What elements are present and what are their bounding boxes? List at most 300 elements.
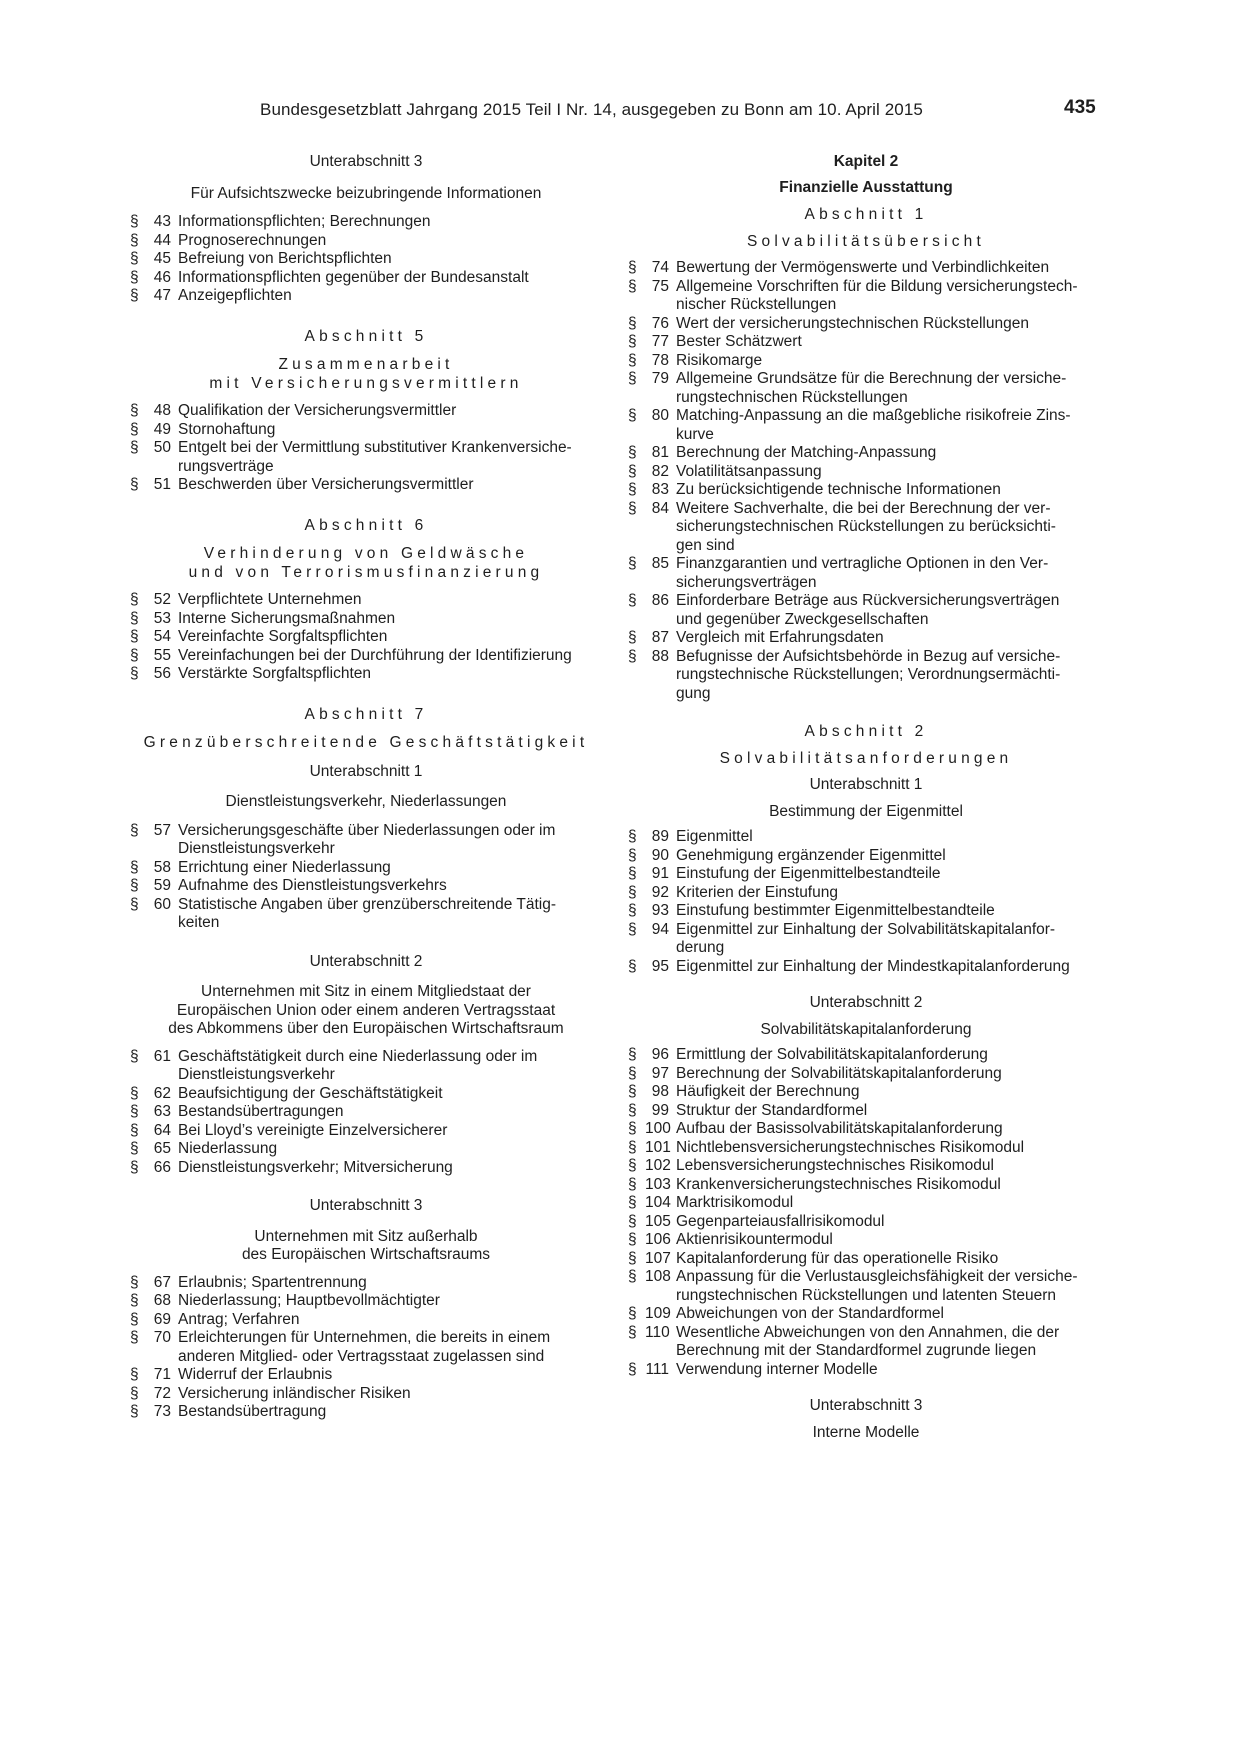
section-number: 107 xyxy=(645,1249,671,1267)
section-title: Widerruf der Erlaubnis xyxy=(178,1366,333,1383)
section-sign: § xyxy=(130,1403,139,1420)
heading-abschnitt: Abschnitt 6 xyxy=(304,516,428,534)
toc-entry xyxy=(628,1083,1104,1102)
toc-entry xyxy=(628,648,1104,704)
toc-entry xyxy=(130,1085,602,1104)
section-title: Risikomarge xyxy=(676,351,763,369)
section-sign: § xyxy=(628,1138,637,1156)
section-title: Vereinfachungen bei der Durchführung der Identifizierung xyxy=(178,646,572,664)
toc-entry xyxy=(130,1103,602,1122)
section-sign: § xyxy=(628,592,637,609)
section-number: 109 xyxy=(645,1305,671,1322)
section-list xyxy=(130,1274,602,1422)
section-number: 82 xyxy=(651,462,669,480)
toc-entry xyxy=(628,1157,1104,1176)
section-sign: § xyxy=(130,1103,139,1120)
section-number: 96 xyxy=(651,1046,669,1063)
section-number: 99 xyxy=(651,1101,669,1119)
toc-entry xyxy=(130,1311,602,1330)
section-title: Matching-Anpassung an die maßgebliche risikofreie Zins- kurve xyxy=(676,407,1071,443)
section-title: Befugnisse der Aufsichtsbehörde in Bezug auf versiche- rungstechnische Rückstellungen; Verordnungsermächti- gung xyxy=(676,647,1061,702)
section-title: Anpassung für die Verlustausgleichsfähigkeit der versiche- rungstechnischen Rückstellungen und latenten Steuern xyxy=(676,1268,1078,1304)
toc-entry xyxy=(628,828,1104,847)
section-title: Lebensversicherungstechnisches Risikomodul xyxy=(676,1157,994,1174)
section-title: Bei Lloyd’s vereinigte Einzelversicherer xyxy=(178,1121,448,1139)
section-title: Errichtung einer Niederlassung xyxy=(178,858,391,876)
section-title: Erleichterungen für Unternehmen, die bereits in einem anderen Mitglied- oder Vertragsstaat zugelassen sind xyxy=(178,1329,551,1365)
section-number: 55 xyxy=(153,646,171,664)
section-sign: § xyxy=(628,1268,637,1285)
section-title: Einforderbare Beträge aus Rückversicherungsverträgen und gegenüber Zweckgesellschaften xyxy=(676,592,1060,628)
heading-abschnitt: Abschnitt 2 xyxy=(804,723,928,740)
section-number: 44 xyxy=(153,231,171,249)
section-number: 89 xyxy=(651,828,669,845)
section-sign: § xyxy=(628,444,637,461)
section-number: 51 xyxy=(153,476,171,493)
left-column xyxy=(130,153,602,1422)
section-sign: § xyxy=(130,439,139,456)
section-sign: § xyxy=(130,646,139,664)
toc-entry xyxy=(628,1305,1104,1324)
section-sign: § xyxy=(628,277,637,295)
toc-entry xyxy=(130,269,602,288)
toc-entry xyxy=(628,481,1104,500)
section-title: Bestandsübertragung xyxy=(178,1403,327,1420)
section-title: Interne Sicherungsmaßnahmen xyxy=(178,609,396,627)
section-list xyxy=(130,213,602,306)
toc-entry xyxy=(130,1140,602,1159)
section-title: Eigenmittel xyxy=(676,828,753,845)
toc-entry xyxy=(130,250,602,269)
heading-unterabschnitt: Unterabschnitt 3 xyxy=(309,153,423,170)
heading-abschnitt: Abschnitt 1 xyxy=(804,206,928,223)
toc-entry xyxy=(628,865,1104,884)
section-sign: § xyxy=(130,1047,139,1065)
heading-unterabschnitt: Unterabschnitt 1 xyxy=(809,776,923,793)
heading-title: Dienstleistungsverkehr, Niederlassungen xyxy=(225,793,507,810)
section-title: Aufbau der Basissolvabilitätskapitalanforderung xyxy=(676,1120,1003,1137)
heading-title: Grenzüberschreitende Geschäftstätigkeit xyxy=(143,734,589,751)
section-number: 86 xyxy=(651,592,669,609)
section-title: Weitere Sachverhalte, die bei der Berechnung der ver- sicherungstechnischen Rückstellungen zu berücksichti- gen sind xyxy=(676,499,1056,554)
toc-entry xyxy=(628,370,1104,407)
section-sign: § xyxy=(130,858,139,876)
section-number: 45 xyxy=(153,250,171,267)
page-header xyxy=(0,97,1241,124)
heading-unterabschnitt: Unterabschnitt 2 xyxy=(309,952,423,970)
section-sign: § xyxy=(130,609,139,627)
section-sign: § xyxy=(628,828,637,845)
section-number: 57 xyxy=(153,821,171,839)
section-title: Aufnahme des Dienstleistungsverkehrs xyxy=(178,877,447,894)
section-number: 97 xyxy=(651,1064,669,1082)
section-sign: § xyxy=(628,1064,637,1082)
section-number: 78 xyxy=(651,351,669,369)
heading-title: Solvabilitätskapitalanforderung xyxy=(760,1020,972,1038)
section-number: 56 xyxy=(153,665,171,682)
section-number: 63 xyxy=(153,1103,171,1120)
heading-unterabschnitt: Unterabschnitt 2 xyxy=(809,994,923,1011)
section-title: Zu berücksichtigende technische Informationen xyxy=(676,481,1001,498)
section-title: Eigenmittel zur Einhaltung der Mindestkapitalanforderung xyxy=(676,957,1070,975)
section-list xyxy=(130,402,602,495)
section-sign: § xyxy=(130,877,139,894)
section-title: Entgelt bei der Vermittlung substitutiver Krankenversiche- rungsverträge xyxy=(178,439,572,475)
toc-entry xyxy=(130,232,602,251)
section-title: Gegenparteiausfallrisikomodul xyxy=(676,1212,885,1230)
section-title: Informationspflichten gegenüber der Bundesanstalt xyxy=(178,268,529,286)
toc-entry xyxy=(628,1065,1104,1084)
section-sign: § xyxy=(628,370,637,387)
section-number: 71 xyxy=(153,1366,171,1383)
toc-entry xyxy=(130,665,602,684)
section-sign: § xyxy=(628,1046,637,1063)
toc-entry xyxy=(628,847,1104,866)
heading-title: Für Aufsichtszwecke beizubringende Informationen xyxy=(190,184,542,202)
section-sign: § xyxy=(130,231,139,249)
section-title: Bester Schätzwert xyxy=(676,333,802,350)
heading-title: Solvabilitätsübersicht xyxy=(746,232,985,250)
section-number: 48 xyxy=(153,402,171,419)
section-number: 85 xyxy=(651,555,669,572)
heading-kapitel: Kapitel 2 xyxy=(833,153,899,170)
section-number: 73 xyxy=(153,1403,171,1420)
section-sign: § xyxy=(130,895,139,913)
section-number: 90 xyxy=(651,846,669,864)
section-sign: § xyxy=(130,665,139,682)
section-number: 83 xyxy=(651,481,669,498)
toc-entry xyxy=(130,1122,602,1141)
section-number: 88 xyxy=(651,647,669,665)
section-number: 50 xyxy=(153,439,171,456)
section-number: 70 xyxy=(153,1329,171,1346)
section-number: 52 xyxy=(153,591,171,608)
section-title: Informationspflichten; Berechnungen xyxy=(178,213,431,230)
section-number: 76 xyxy=(651,314,669,332)
section-title: Einstufung bestimmter Eigenmittelbestandteile xyxy=(676,902,995,919)
toc-entry xyxy=(130,1403,602,1422)
section-number: 103 xyxy=(645,1175,671,1193)
toc-entry xyxy=(130,1329,602,1366)
section-sign: § xyxy=(628,555,637,572)
section-title: Kapitalanforderung für das operationelle Risiko xyxy=(676,1249,999,1267)
section-number: 62 xyxy=(153,1084,171,1102)
heading-title: Solvabilitätsanforderungen xyxy=(719,749,1013,767)
section-title: Beaufsichtigung der Geschäftstätigkeit xyxy=(178,1084,443,1102)
section-title: Qualifikation der Versicherungsvermittler xyxy=(178,402,457,419)
section-title: Nichtlebensversicherungstechnisches Risikomodul xyxy=(676,1138,1025,1156)
section-sign: § xyxy=(628,1157,637,1174)
section-title: Bestandsübertragungen xyxy=(178,1103,344,1120)
heading-title: Unternehmen mit Sitz in einem Mitgliedstaat der Europäischen Union oder einem anderen Vertragsstaat des Abkommens über den Europäischen Wirtschaftsraum xyxy=(168,983,564,1037)
toc-entry xyxy=(628,1213,1104,1232)
section-number: 108 xyxy=(645,1268,671,1285)
toc-entry xyxy=(628,463,1104,482)
section-title: Abweichungen von der Standardformel xyxy=(676,1305,944,1322)
section-list xyxy=(628,828,1104,976)
toc-entry xyxy=(628,884,1104,903)
section-title: Vereinfachte Sorgfaltspflichten xyxy=(178,628,388,645)
toc-entry xyxy=(130,647,602,666)
section-sign: § xyxy=(628,846,637,864)
section-sign: § xyxy=(628,1305,637,1322)
toc-entry xyxy=(628,352,1104,371)
section-sign: § xyxy=(628,351,637,369)
section-number: 49 xyxy=(153,420,171,438)
section-sign: § xyxy=(628,314,637,332)
section-title: Statistische Angaben über grenzüberschreitende Tätig- keiten xyxy=(178,895,556,931)
right-column xyxy=(628,153,1104,1449)
toc-entry xyxy=(628,1176,1104,1195)
section-title: Struktur der Standardformel xyxy=(676,1101,868,1119)
section-title: Anzeigepflichten xyxy=(178,287,292,304)
toc-entry xyxy=(628,259,1104,278)
section-title: Prognoserechnungen xyxy=(178,231,327,249)
section-sign: § xyxy=(628,957,637,975)
section-number: 100 xyxy=(645,1120,671,1137)
toc-entry xyxy=(130,1274,602,1293)
heading-unterabschnitt: Unterabschnitt 3 xyxy=(309,1197,423,1214)
toc-entry xyxy=(130,610,602,629)
toc-entry xyxy=(130,1385,602,1404)
section-sign: § xyxy=(130,1121,139,1139)
page-number: 435 xyxy=(1064,97,1096,118)
toc-entry xyxy=(628,921,1104,958)
toc-entry xyxy=(628,407,1104,444)
toc-entry xyxy=(130,591,602,610)
section-title: Dienstleistungsverkehr; Mitversicherung xyxy=(178,1158,453,1176)
section-number: 111 xyxy=(645,1360,669,1378)
section-title: Genehmigung ergänzender Eigenmittel xyxy=(676,846,946,864)
section-sign: § xyxy=(628,629,637,646)
section-number: 87 xyxy=(651,629,669,646)
heading-title: Bestimmung der Eigenmittel xyxy=(769,802,963,820)
section-number: 81 xyxy=(651,444,669,461)
section-sign: § xyxy=(130,402,139,419)
toc-entry xyxy=(130,402,602,421)
toc-entry xyxy=(628,1231,1104,1250)
section-title: Berechnung der Matching-Anpassung xyxy=(676,444,937,461)
section-number: 60 xyxy=(153,895,171,913)
section-number: 95 xyxy=(651,957,669,975)
toc-entry xyxy=(130,1292,602,1311)
section-sign: § xyxy=(628,1360,637,1378)
section-sign: § xyxy=(628,1083,637,1100)
section-sign: § xyxy=(628,481,637,498)
header-title: Bundesgesetzblatt Jahrgang 2015 Teil I Nr. 14, ausgegeben zu Bonn am 10. April 2015 xyxy=(260,100,923,119)
section-number: 93 xyxy=(651,902,669,919)
section-sign: § xyxy=(130,591,139,608)
toc-entry xyxy=(628,1250,1104,1269)
section-title: Verwendung interner Modelle xyxy=(676,1360,878,1378)
section-sign: § xyxy=(628,883,637,901)
section-sign: § xyxy=(628,1101,637,1119)
toc-entry xyxy=(130,287,602,306)
section-title: Krankenversicherungstechnisches Risikomodul xyxy=(676,1175,1001,1193)
section-sign: § xyxy=(628,259,637,276)
toc-entry xyxy=(130,1366,602,1385)
section-number: 102 xyxy=(645,1157,671,1174)
section-title: Wesentliche Abweichungen von den Annahmen, die der Berechnung mit der Standardformel zugrunde liegen xyxy=(676,1323,1060,1359)
section-number: 65 xyxy=(153,1140,171,1157)
section-number: 74 xyxy=(651,259,669,276)
section-title: Verstärkte Sorgfaltspflichten xyxy=(178,665,371,682)
toc-entry xyxy=(130,476,602,495)
section-title: Häufigkeit der Berechnung xyxy=(676,1083,860,1100)
section-list xyxy=(628,1046,1104,1379)
section-sign: § xyxy=(628,902,637,919)
section-number: 47 xyxy=(153,287,171,304)
section-number: 91 xyxy=(651,865,669,882)
section-title: Berechnung der Solvabilitätskapitalanforderung xyxy=(676,1064,1002,1082)
section-sign: § xyxy=(628,1249,637,1267)
section-number: 46 xyxy=(153,268,171,286)
section-sign: § xyxy=(628,1120,637,1137)
section-sign: § xyxy=(628,1175,637,1193)
section-sign: § xyxy=(130,1384,139,1402)
toc-entry xyxy=(628,1324,1104,1361)
section-number: 54 xyxy=(153,628,171,645)
section-sign: § xyxy=(130,1084,139,1102)
toc-entry xyxy=(628,500,1104,556)
section-sign: § xyxy=(130,420,139,438)
toc-entry xyxy=(628,592,1104,629)
section-sign: § xyxy=(130,1310,139,1328)
section-title: Versicherung inländischer Risiken xyxy=(178,1384,411,1402)
section-sign: § xyxy=(628,333,637,350)
section-sign: § xyxy=(130,287,139,304)
heading-title: Interne Modelle xyxy=(812,1423,920,1441)
section-number: 58 xyxy=(153,858,171,876)
section-number: 106 xyxy=(645,1231,671,1248)
section-sign: § xyxy=(130,1140,139,1157)
toc-entry xyxy=(130,213,602,232)
toc-entry xyxy=(130,822,602,859)
section-number: 98 xyxy=(651,1083,669,1100)
section-sign: § xyxy=(130,476,139,493)
heading-abschnitt: Abschnitt 5 xyxy=(304,327,428,345)
toc-entry xyxy=(628,1120,1104,1139)
section-number: 94 xyxy=(651,920,669,938)
heading-unterabschnitt: Unterabschnitt 1 xyxy=(309,762,423,780)
section-title: Allgemeine Vorschriften für die Bildung versicherungstech- nischer Rückstellungen xyxy=(676,277,1078,313)
section-sign: § xyxy=(130,821,139,839)
section-sign: § xyxy=(628,1323,637,1341)
section-sign: § xyxy=(628,1194,637,1211)
section-sign: § xyxy=(628,462,637,480)
toc-entry xyxy=(130,439,602,476)
toc-entry xyxy=(628,1361,1104,1380)
section-title: Geschäftstätigkeit durch eine Niederlassung oder im Dienstleistungsverkehr xyxy=(178,1047,538,1083)
section-title: Stornohaftung xyxy=(178,420,276,438)
section-sign: § xyxy=(130,1366,139,1383)
toc-entry xyxy=(628,333,1104,352)
section-number: 59 xyxy=(153,877,171,894)
toc-entry xyxy=(628,1194,1104,1213)
toc-entry xyxy=(130,421,602,440)
section-number: 105 xyxy=(645,1212,671,1230)
section-title: Beschwerden über Versicherungsvermittler xyxy=(178,476,474,493)
section-title: Marktrisikomodul xyxy=(676,1194,794,1211)
section-title: Bewertung der Vermögenswerte und Verbindlichkeiten xyxy=(676,259,1050,276)
section-number: 77 xyxy=(651,333,669,350)
toc-entry xyxy=(628,958,1104,977)
heading-abschnitt: Abschnitt 7 xyxy=(304,705,428,723)
section-title: Antrag; Verfahren xyxy=(178,1310,300,1328)
heading-unterabschnitt: Unterabschnitt 3 xyxy=(809,1397,923,1414)
section-sign: § xyxy=(130,1273,139,1291)
section-title: Wert der versicherungstechnischen Rückstellungen xyxy=(676,314,1029,332)
section-number: 79 xyxy=(651,370,669,387)
section-title: Eigenmittel zur Einhaltung der Solvabilitätskapitalanfor- derung xyxy=(676,920,1056,956)
section-sign: § xyxy=(628,647,637,665)
toc-entry xyxy=(628,1102,1104,1121)
section-title: Verpflichtete Unternehmen xyxy=(178,591,362,608)
toc-entry xyxy=(628,1268,1104,1305)
section-number: 53 xyxy=(153,609,171,627)
toc-entry xyxy=(628,629,1104,648)
heading-title: Unternehmen mit Sitz außerhalb des Europäischen Wirtschaftsraums xyxy=(241,1227,491,1263)
section-list xyxy=(628,259,1104,703)
section-number: 67 xyxy=(153,1273,171,1291)
section-title: Volatilitätsanpassung xyxy=(676,462,822,480)
section-number: 84 xyxy=(651,499,669,517)
section-sign: § xyxy=(130,268,139,286)
section-sign: § xyxy=(628,499,637,517)
section-sign: § xyxy=(130,1158,139,1176)
section-number: 75 xyxy=(651,277,669,295)
section-sign: § xyxy=(628,1231,637,1248)
section-sign: § xyxy=(628,920,637,938)
section-number: 61 xyxy=(153,1047,171,1065)
section-number: 92 xyxy=(651,883,669,901)
section-number: 66 xyxy=(153,1158,171,1176)
section-title: Einstufung der Eigenmittelbestandteile xyxy=(676,865,941,882)
toc-entry xyxy=(628,1046,1104,1065)
section-number: 72 xyxy=(153,1384,171,1402)
section-title: Kriterien der Einstufung xyxy=(676,883,838,901)
section-list xyxy=(130,1048,602,1178)
section-title: Finanzgarantien und vertragliche Optionen in den Ver- sicherungsverträgen xyxy=(676,555,1049,591)
toc-entry xyxy=(628,444,1104,463)
toc-entry xyxy=(130,1048,602,1085)
section-list xyxy=(130,591,602,684)
section-title: Erlaubnis; Spartentrennung xyxy=(178,1273,367,1291)
section-title: Aktienrisikountermodul xyxy=(676,1231,833,1248)
section-number: 104 xyxy=(645,1194,671,1211)
section-number: 64 xyxy=(153,1121,171,1139)
toc-entry xyxy=(130,859,602,878)
section-sign: § xyxy=(130,1329,139,1346)
toc-entry xyxy=(130,1159,602,1178)
section-number: 110 xyxy=(645,1323,670,1341)
section-title: Niederlassung; Hauptbevollmächtigter xyxy=(178,1292,440,1309)
section-sign: § xyxy=(130,213,139,230)
section-title: Befreiung von Berichtspflichten xyxy=(178,250,392,267)
section-sign: § xyxy=(130,1292,139,1309)
section-number: 43 xyxy=(153,213,171,230)
section-number: 80 xyxy=(651,407,669,424)
toc-entry xyxy=(628,555,1104,592)
toc-entry xyxy=(628,902,1104,921)
section-sign: § xyxy=(628,407,637,424)
heading-title: Finanzielle Ausstattung xyxy=(779,178,953,196)
section-title: Versicherungsgeschäfte über Niederlassungen oder im Dienstleistungsverkehr xyxy=(178,821,556,857)
section-number: 101 xyxy=(645,1138,671,1156)
toc-entry xyxy=(628,278,1104,315)
section-title: Niederlassung xyxy=(178,1140,278,1157)
section-sign: § xyxy=(130,628,139,645)
